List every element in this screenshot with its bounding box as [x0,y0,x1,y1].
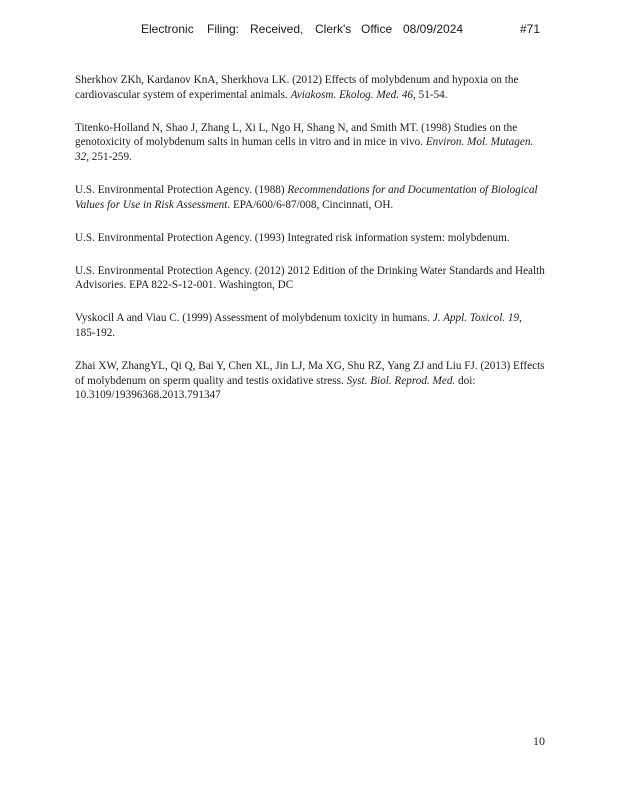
page-number: 10 [533,734,545,748]
header-date: 08/09/2024 [403,22,464,36]
reference-text: Zhai XW, ZhangYL, Qi Q, Bai Y, Chen XL, Jin LJ, Ma XG, Shu RZ, Yang ZJ and Liu FJ. (2013) Effects of molybdenum on sperm quality and testis oxidative stress. [75,360,545,387]
reference-entry [75,183,545,212]
reference-tail: , 185-192. [75,312,522,340]
reference-text: Sherkhov ZKh, Kardanov KnA, Sherkhova LK. (2012) Effects of molybdenum and hypoxia on the cardiovascular system of experimental animals. [75,74,519,101]
reference-tail: . EPA/600/6-87/008, Cincinnati, OH. [227,198,394,211]
reference-journal: J. Appl. Toxicol. 19 [432,312,520,325]
reference-tail: doi: 10.3109/19396368.2013.791347 [75,374,476,402]
reference-entry [75,311,545,340]
reference-text: U.S. Environmental Protection Agency. (1993) Integrated risk information system: molybdenum. [75,231,510,244]
reference-journal: Syst. Biol. Reprod. Med. [346,374,456,387]
header-clerks: Clerk's [315,22,352,36]
reference-text: U.S. Environmental Protection Agency. (1988) [75,183,288,196]
reference-tail: , 51-54. [413,88,448,101]
reference-journal: Recommendations for and Documentation of Biological Values for Use in Risk Assessment [75,183,538,211]
reference-journal: Aviakosm. Ekolog. Med. 46 [290,88,414,101]
reference-entry [75,231,545,246]
reference-text: U.S. Environmental Protection Agency. (2012) 2012 Edition of the Drinking Water Standards and Health Advisories. EPA 822-S-12-001. Washington, DC [75,264,545,292]
reference-entry [75,359,545,403]
reference-text: Titenko-Holland N, Shao J, Zhang L, Xi L, Ngo H, Shang N, and Smith MT. (1998) Studies on the genotoxicity of molybdenum salts in human cells in vitro and in mice in vivo. [75,121,518,149]
reference-tail: , 251-259. [86,150,132,163]
reference-entry [75,264,545,293]
reference-list [75,73,545,421]
header-received: Received, [250,22,304,36]
header-filing: Filing: [207,22,240,36]
header-doc-number: #71 [520,22,541,36]
reference-text: Vyskocil A and Viau C. (1999) Assessment of molybdenum toxicity in humans. [75,312,433,325]
header-office: Office [361,22,393,36]
reference-journal: Environ. Mol. Mutagen. 32 [75,136,534,163]
filing-header [0,22,618,38]
reference-entry [75,73,545,102]
header-electronic: Electronic [141,22,194,36]
reference-entry [75,121,545,165]
